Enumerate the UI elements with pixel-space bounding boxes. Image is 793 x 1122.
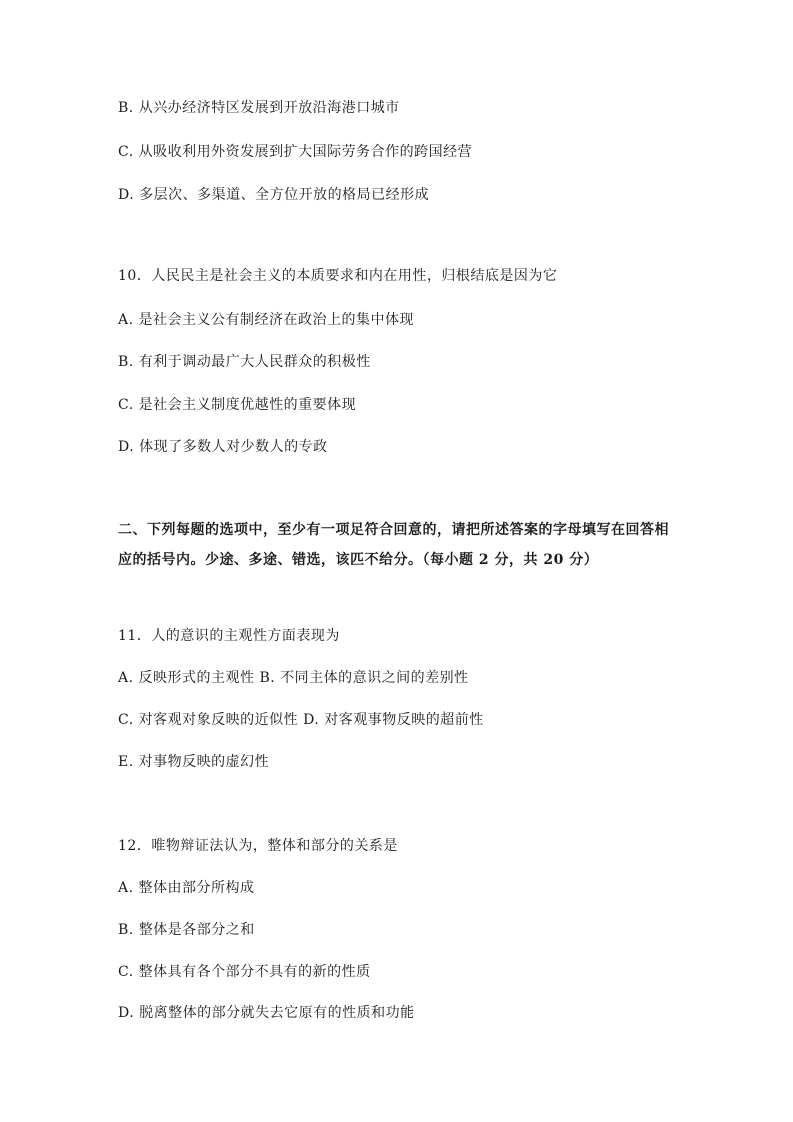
- q10-stem: 10．人民民主是社会主义的本质要求和内在用性，归根结底是因为它: [118, 268, 558, 284]
- section-heading-line2: 应的括号内。少途、多途、错选，该匹不给分。（每小题 2 分，共 20 分）: [118, 552, 599, 568]
- q12-option-a: A. 整体由部分所构成: [118, 880, 255, 896]
- q9-option-c: C. 从吸收利用外资发展到扩大国际劳务合作的跨国经营: [118, 144, 473, 160]
- q10-option-a: A. 是社会主义公有制经济在政治上的集中体现: [118, 312, 415, 328]
- q11-options-cd: C. 对客观对象反映的近似性 D. 对客观事物反映的超前性: [118, 712, 484, 728]
- q9-option-b: B. 从兴办经济特区发展到开放沿海港口城市: [118, 100, 400, 116]
- q11-stem: 11．人的意识的主观性方面表现为: [118, 628, 340, 644]
- q10-option-d: D. 体现了多数人对少数人的专政: [118, 439, 328, 455]
- q12-option-b: B. 整体是各部分之和: [118, 922, 255, 938]
- q12-stem: 12．唯物辩证法认为，整体和部分的关系是: [118, 838, 398, 854]
- q12-option-c: C. 整体具有各个部分不具有的新的性质: [118, 964, 371, 980]
- q11-options-ab: A. 反映形式的主观性 B. 不同主体的意识之间的差别性: [118, 670, 469, 686]
- q9-option-d: D. 多层次、多渠道、全方位开放的格局已经形成: [118, 187, 430, 203]
- section-heading: [118, 515, 688, 575]
- q10-option-c: C. 是社会主义制度优越性的重要体现: [118, 397, 357, 413]
- q10-option-b: B. 有利于调动最广大人民群众的积极性: [118, 354, 371, 370]
- q11-option-e: E. 对事物反映的虚幻性: [118, 754, 270, 770]
- section-heading-line1: 二、下列每题的选项中，至少有一项足符合回意的，请把所述答案的字母填写在回答相: [118, 522, 669, 538]
- q12-option-d: D. 脱离整体的部分就失去它原有的性质和功能: [118, 1005, 415, 1021]
